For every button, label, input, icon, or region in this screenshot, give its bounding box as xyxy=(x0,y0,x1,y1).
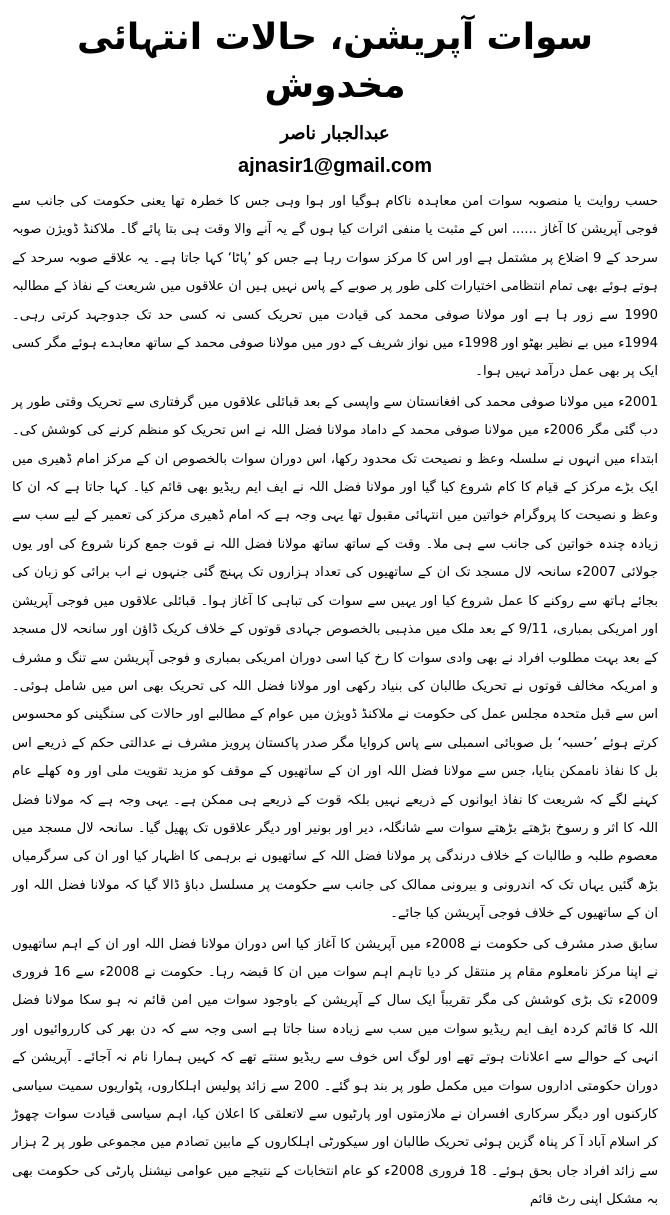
article-paragraph-2: 2001ء میں مولانا صوفی محمد کی افغانستان سے واپسی کے بعد قبائلی علاقوں میں گرفتاری سے تحریک وقتی طور پر دب گئی مگر 2006ء میں مولانا صوفی محمد کے داماد مولانا فضل اللہ نے اس تحریک کو منظم کرنے کی کوشش کی۔ ابتداء میں انہوں نے سلسلہ وعظ و نصیحت تک محدود رکھا، اس دوران سوات بالخصوص ان کے مرکز امام ڈھیری میں ایک بڑے مرکز کے قیام کا کام شروع کیا گیا اور مولانا فضل اللہ نے ایف ایم ریڈیو بھی قائم کیا۔ کہا جاتا ہے کہ ان کا وعظ و نصیحت کا پروگرام خواتین میں انتہائی مقبول تھا یہی وجہ ہے کہ امام ڈھیری مرکز کی تعمیر کے لیے سب سے زیادہ چندہ خواتین کی جانب سے ہی ملا۔ وقت کے ساتھ ساتھ مولانا فضل اللہ نے قوت جمع کرنا شروع کی اور یوں جولائی 2007ء سانحہ لال مسجد تک ان کے ساتھیوں کی تعداد ہزاروں تک پہنچ گئی جنہوں نے اب برائی کو زبان کی بجائے ہاتھ سے روکنے کا عمل شروع کیا اور یہیں سے سوات کی تباہی کا آغاز ہوا۔ قبائلی علاقوں میں فوجی آپریشن اور امریکی بمباری، 9/11 کے بعد ملک میں مذہبی بالخصوص جہادی قوتوں کے خلاف کریک ڈاؤن اور سانحہ لال مسجد کے بعد بہت مطلوب افراد نے بھی وادی سوات کا رخ کیا اسی دوران امریکی بمباری و فوجی آپریشن سے تنگ و مشرف و امریکہ مخالف قوتوں نے تحریک طالبان کی بنیاد رکھی اور مولانا فضل اللہ کی تحریک بھی اس میں شامل ہوئی۔ اس سے قبل متحدہ مجلس عمل کی حکومت نے ملاکنڈ ڈویژن میں عوام کے مطالبے اور حالات کی سنگینی کو محسوس کرتے ہوئے ’حسبہ‘ بل صوبائی اسمبلی سے پاس کروایا مگر صدر پاکستان پرویز مشرف نے عدالتی حکم کے ذریعے اس بل کا نفاذ ناممکن بنایا، جس سے مولانا فضل اللہ اور ان کے ساتھیوں کے موقف کو مزید تقویت ملی اور وہ کھلے عام کہنے لگے کہ شریعت کا نفاذ ایوانوں کے ذریعے نہیں بلکہ قوت کے ذریعے ہی ممکن ہے۔ یہی وجہ ہے کہ مولانا فضل اللہ کا اثر و رسوخ بڑھتے بڑھتے سوات سے شانگلہ، دیر اور بونیر اور دیگر علاقوں تک پھیل گیا۔ سانحہ لال مسجد میں معصوم طلبہ و طالبات کے خلاف درندگی پر مولانا فضل اللہ کے ساتھیوں نے برہمی کا اظہار کیا اور ان کی سرگرمیاں بڑھ گئیں یہاں تک کہ اندرونی و بیرونی ممالک کی جانب سے حکومت پر مسلسل دباؤ ڈالا گیا کہ مولانا فضل اللہ اور ان کے ساتھیوں کے خلاف فوجی آپریشن کیا جائے۔ xyxy=(12,394,659,922)
article-paragraph-1: حسب روایت یا منصوبہ سوات امن معاہدہ ناکام ہوگیا اور ہوا وہی جس کا خطرہ تھا یعنی حکومت کی جانب سے فوجی آپریشن کا آغاز ...... اس کے مثبت یا منفی اثرات کیا ہوں گے یہ آنے والا وقت ہی بتا پائے گا۔ ملاکنڈ ڈویژن صوبہ سرحد کے 9 اضلاع پر مشتمل ہے اور اس کا مرکز سوات رہا ہے جس کو ’پاٹا‘ کہا جاتا ہے۔ یہ علاقے صوبہ سرحد کے ہوتے ہوئے بھی تمام انتظامی اختیارات کلی طور پر صوبے کے پاس نہیں ہیں ان علاقوں میں شریعت کے نفاذ کے مطالبہ 1990 سے زور ہا ہے اور مولانا صوفی محمد کی قیادت میں تحریک کسی نہ کسی حد تک جدوجہد کرتی رہی۔ 1994ء میں بے نظیر بھٹو اور 1998ء میں نواز شریف کے دور میں مولانا صوفی محمد کے ساتھ معاہدے ہوئے مگر کسی ایک پر بھی عمل درآمد نہیں ہوا۔ xyxy=(12,194,658,380)
article-body xyxy=(12,188,658,1215)
article-title: سوات آپریشن، حالات انتہائی مخدوش xyxy=(76,17,594,106)
article-paragraph-3: سابق صدر مشرف کی حکومت نے 2008ء میں آپریشن کا آغاز کیا اس دوران مولانا فضل اللہ اور ان کے اہم ساتھیوں نے اپنا مرکز نامعلوم مقام پر منتقل کر دیا تاہم اہم سوات میں ان کا قبضہ رہا۔ حکومت نے 2008ء سے 16 فروری 2009ء تک بڑی کوشش کی مگر تقریباً ایک سال کے آپریشن کے باوجود سوات میں امن قائم نہ ہو سکا مولانا فضل اللہ کا قائم کردہ ایف ایم ریڈیو سوات میں سب سے زیادہ سنا جاتا ہے اسی وجہ سے کہ دن بھر کی کارروائیوں اور انہی کے حوالے سے اعلانات ہوتے تھے اور لوگ اس خوف سے ریڈیو سنتے تھے کہ کہیں ہمارا نام نہ آجائے۔ آپریشن کے دوران حکومتی اداروں سوات میں مکمل طور پر بند ہو گئے۔ 200 سے زائد پولیس اہلکاروں، پٹواریوں سمیت سیاسی کارکنوں اور دیگر سرکاری افسران نے ملازمتوں اور پارٹیوں سے لاتعلقی کا اعلان کیا، اہم سیاسی قیادت سوات چھوڑ کر اسلام آباد آ کر پناہ گزین ہوئی تحریک طالبان اور سیکورٹی اہلکاروں کے مابین تصادم میں مجموعی طور پر 2 ہزار سے زائد افراد جاں بحق ہوئے۔ 18 فروری 2008ء کو عام انتخابات کے نتیجے میں عوامی نیشنل پارٹی کی حکومت بھی بہ مشکل اپنی رٹ قائم xyxy=(12,936,658,1208)
article-author: عبدالجبار ناصر xyxy=(280,123,390,144)
author-email[interactable]: ajnasir1@gmail.com xyxy=(237,155,433,177)
